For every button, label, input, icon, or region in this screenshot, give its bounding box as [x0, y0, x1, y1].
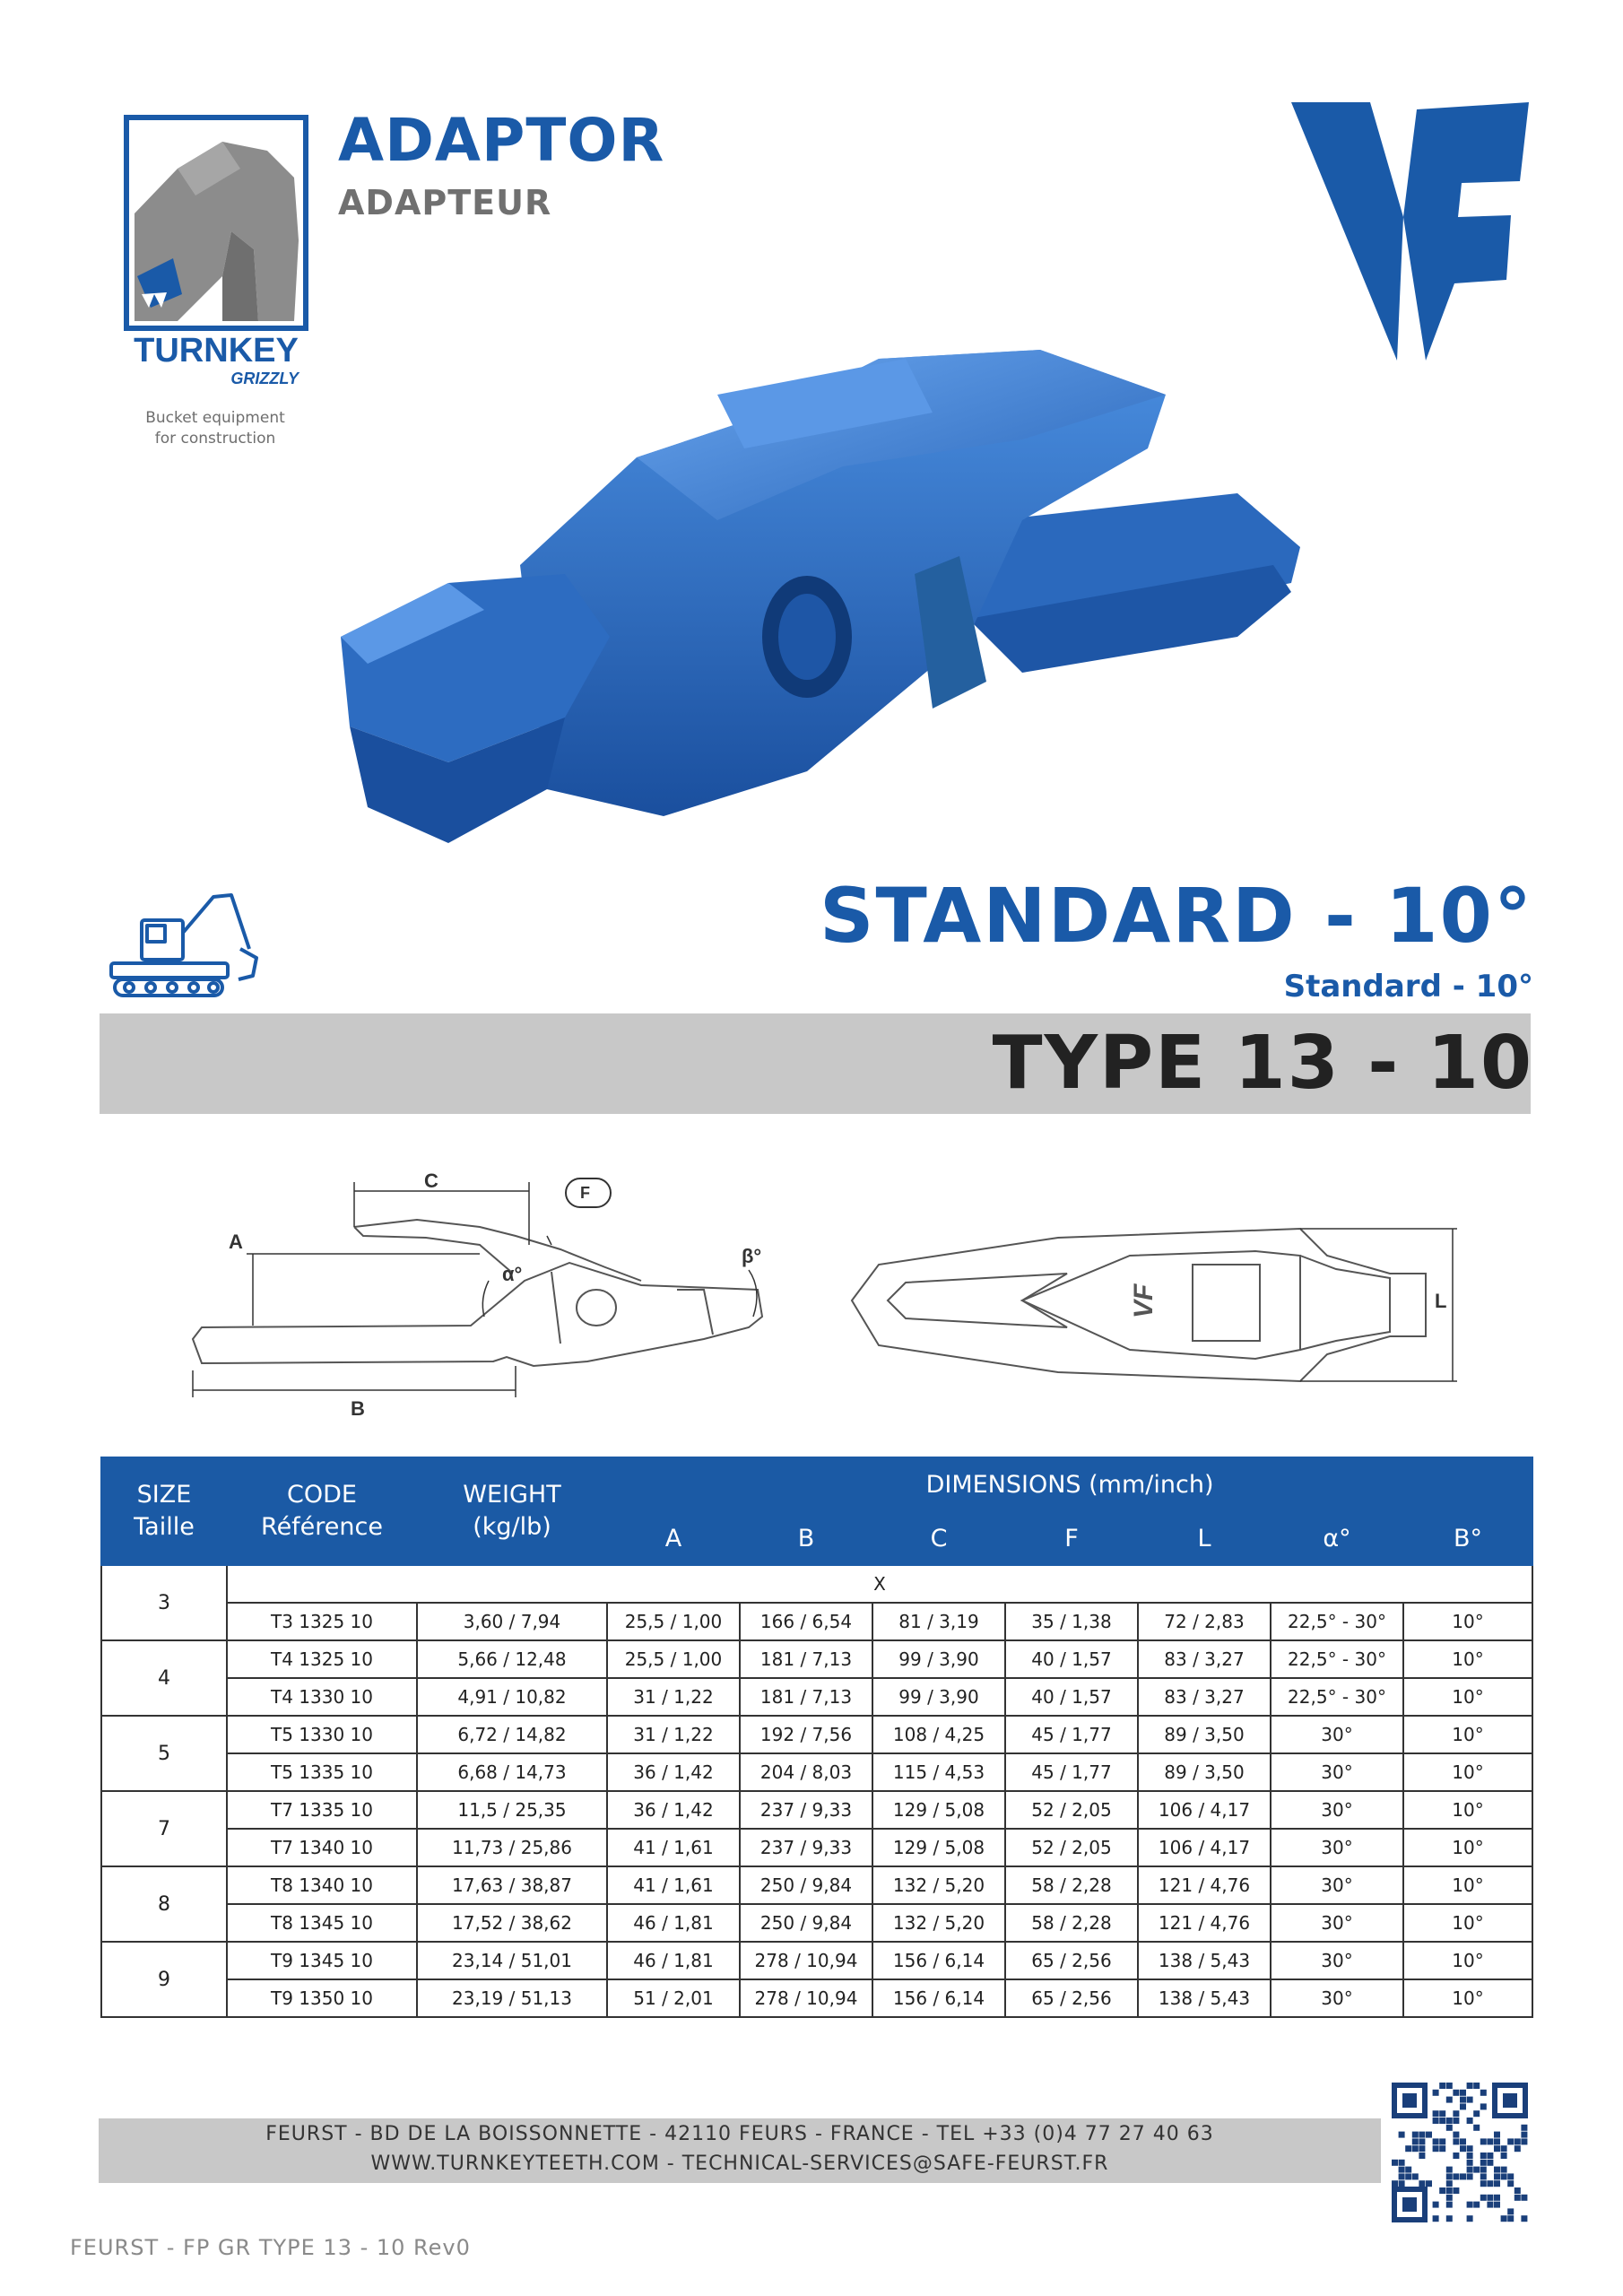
code-cell: T8 1340 10	[227, 1866, 417, 1904]
header-dim-0: A	[607, 1511, 740, 1565]
size-cell: 7	[101, 1791, 227, 1866]
value-cell: 156 / 6,14	[872, 1942, 1005, 1979]
value-cell: 10°	[1403, 1678, 1532, 1716]
dimension-label-l: L	[1435, 1290, 1447, 1312]
dimension-label-beta: β°	[742, 1245, 762, 1267]
value-cell: 237 / 9,33	[740, 1829, 872, 1866]
value-cell: 108 / 4,25	[872, 1716, 1005, 1753]
value-cell: 99 / 3,90	[872, 1678, 1005, 1716]
value-cell: 30°	[1271, 1904, 1403, 1942]
tagline-line-1: Bucket equipment	[145, 409, 285, 427]
svg-text:GRIZZLY: GRIZZLY	[230, 370, 299, 387]
header-dim-2: C	[872, 1511, 1005, 1565]
value-cell: 30°	[1271, 1829, 1403, 1866]
value-cell: 10°	[1403, 1942, 1532, 1979]
value-cell: 46 / 1,81	[607, 1904, 740, 1942]
value-cell: 41 / 1,61	[607, 1866, 740, 1904]
brand-tagline	[108, 408, 323, 449]
value-cell: 72 / 2,83	[1138, 1603, 1271, 1640]
size-cell: 8	[101, 1866, 227, 1942]
value-cell: 45 / 1,77	[1005, 1753, 1138, 1791]
value-cell: 10°	[1403, 1753, 1532, 1791]
table-row	[101, 1829, 1532, 1866]
value-cell: 65 / 2,56	[1005, 1942, 1138, 1979]
size-cell: 4	[101, 1640, 227, 1716]
header-size: SIZE Taille	[101, 1457, 227, 1565]
value-cell: 89 / 3,50	[1138, 1753, 1271, 1791]
value-cell: 4,91 / 10,82	[417, 1678, 607, 1716]
value-cell: 30°	[1271, 1866, 1403, 1904]
value-cell: 129 / 5,08	[872, 1829, 1005, 1866]
value-cell: 52 / 2,05	[1005, 1791, 1138, 1829]
value-cell: 10°	[1403, 1904, 1532, 1942]
header-code: CODE Référence	[227, 1457, 417, 1565]
value-cell: 41 / 1,61	[607, 1829, 740, 1866]
value-cell: 45 / 1,77	[1005, 1716, 1138, 1753]
type-title: TYPE 13 - 10	[992, 1021, 1533, 1106]
value-cell: 10°	[1403, 1603, 1532, 1640]
value-cell: 132 / 5,20	[872, 1866, 1005, 1904]
table-row	[101, 1866, 1532, 1904]
value-cell: 6,72 / 14,82	[417, 1716, 607, 1753]
feurst-vf-logo-icon	[1291, 100, 1533, 361]
turnkey-grizzly-logo	[124, 115, 308, 393]
code-cell: T8 1345 10	[227, 1904, 417, 1942]
code-cell: T4 1325 10	[227, 1640, 417, 1678]
value-cell: 22,5° - 30°	[1271, 1678, 1403, 1716]
product-image	[341, 341, 1318, 879]
value-cell: 30°	[1271, 1753, 1403, 1791]
dimension-label-b: B	[351, 1397, 365, 1415]
side-view-diagram	[175, 1155, 803, 1415]
value-cell: 138 / 5,43	[1138, 1942, 1271, 1979]
svg-text:TURNKEY: TURNKEY	[134, 332, 299, 370]
value-cell: 181 / 7,13	[740, 1678, 872, 1716]
value-cell: 156 / 6,14	[872, 1979, 1005, 2017]
value-cell: 5,66 / 12,48	[417, 1640, 607, 1678]
value-cell: 30°	[1271, 1716, 1403, 1753]
footer-web: WWW.TURNKEYTEETH.COM - TECHNICAL-SERVICES@SAFE-FEURST.FR	[370, 2152, 1109, 2175]
dimension-label-alpha: α°	[502, 1263, 523, 1285]
value-cell: 106 / 4,17	[1138, 1791, 1271, 1829]
page-title: ADAPTOR	[338, 106, 665, 175]
size-cell: 3	[101, 1565, 227, 1640]
value-cell: 10°	[1403, 1716, 1532, 1753]
value-cell: 192 / 7,56	[740, 1716, 872, 1753]
value-cell: 22,5° - 30°	[1271, 1640, 1403, 1678]
code-cell: T4 1330 10	[227, 1678, 417, 1716]
value-cell: 10°	[1403, 1829, 1532, 1866]
value-cell: 36 / 1,42	[607, 1791, 740, 1829]
value-cell: 11,5 / 25,35	[417, 1791, 607, 1829]
value-cell: 250 / 9,84	[740, 1866, 872, 1904]
dimension-label-c: C	[424, 1170, 438, 1192]
top-view-drawing	[834, 1202, 1462, 1408]
value-cell: 106 / 4,17	[1138, 1829, 1271, 1866]
vf-mark: VF	[1129, 1283, 1159, 1318]
table-row	[101, 1791, 1532, 1829]
value-cell: 99 / 3,90	[872, 1640, 1005, 1678]
value-cell: 11,73 / 25,86	[417, 1829, 607, 1866]
table-row	[101, 1716, 1532, 1753]
top-view-diagram	[834, 1202, 1462, 1408]
header-dim-4: L	[1138, 1511, 1271, 1565]
value-cell: 40 / 1,57	[1005, 1678, 1138, 1716]
code-cell: T9 1345 10	[227, 1942, 417, 1979]
value-cell: 6,68 / 14,73	[417, 1753, 607, 1791]
side-view-drawing	[175, 1155, 803, 1415]
value-cell: 129 / 5,08	[872, 1791, 1005, 1829]
tagline-line-2: for construction	[154, 430, 276, 448]
table-row	[101, 1565, 1532, 1603]
feurst-logo	[1291, 100, 1533, 361]
value-cell: 204 / 8,03	[740, 1753, 872, 1791]
table-row	[101, 1904, 1532, 1942]
table-row	[101, 1603, 1532, 1640]
value-cell: 23,14 / 51,01	[417, 1942, 607, 1979]
dimension-label-a: A	[229, 1231, 243, 1253]
value-cell: 10°	[1403, 1866, 1532, 1904]
value-cell: 35 / 1,38	[1005, 1603, 1138, 1640]
code-cell: T5 1335 10	[227, 1753, 417, 1791]
value-cell: 58 / 2,28	[1005, 1866, 1138, 1904]
value-cell: 40 / 1,57	[1005, 1640, 1138, 1678]
value-cell: 65 / 2,56	[1005, 1979, 1138, 2017]
header-dim-3: F	[1005, 1511, 1138, 1565]
value-cell: 46 / 1,81	[607, 1942, 740, 1979]
value-cell: 138 / 5,43	[1138, 1979, 1271, 2017]
value-cell: 181 / 7,13	[740, 1640, 872, 1678]
value-cell: 17,63 / 38,87	[417, 1866, 607, 1904]
value-cell: 17,52 / 38,62	[417, 1904, 607, 1942]
value-cell: 166 / 6,54	[740, 1603, 872, 1640]
value-cell: 250 / 9,84	[740, 1904, 872, 1942]
value-cell: 3,60 / 7,94	[417, 1603, 607, 1640]
code-cell: T3 1325 10	[227, 1603, 417, 1640]
size-cell: 5	[101, 1716, 227, 1791]
value-cell: 36 / 1,42	[607, 1753, 740, 1791]
page-subtitle: ADAPTEUR	[338, 183, 552, 222]
table-row	[101, 1678, 1532, 1716]
value-cell: 121 / 4,76	[1138, 1866, 1271, 1904]
table-row	[101, 1640, 1532, 1678]
document-reference: FEURST - FP GR TYPE 13 - 10 Rev0	[70, 2235, 471, 2260]
value-cell: 51 / 2,01	[607, 1979, 740, 2017]
code-cell: T5 1330 10	[227, 1716, 417, 1753]
table-row	[101, 1942, 1532, 1979]
value-cell: 10°	[1403, 1979, 1532, 2017]
range-title: STANDARD - 10°	[820, 872, 1533, 960]
table-row	[101, 1753, 1532, 1791]
header-dim-1: B	[740, 1511, 872, 1565]
value-cell: 115 / 4,53	[872, 1753, 1005, 1791]
code-cell: T7 1340 10	[227, 1829, 417, 1866]
header-weight: WEIGHT (kg/lb)	[417, 1457, 607, 1565]
value-cell: 278 / 10,94	[740, 1979, 872, 2017]
excavator-machine-icon	[106, 886, 260, 999]
table-row	[101, 1979, 1532, 2017]
value-cell: 237 / 9,33	[740, 1791, 872, 1829]
blue-adaptor-3d-render-icon	[341, 341, 1318, 879]
table-body	[101, 1565, 1532, 2017]
value-cell: 132 / 5,20	[872, 1904, 1005, 1942]
header-dimensions: DIMENSIONS (mm/inch)	[607, 1457, 1532, 1511]
range-subtitle: Standard - 10°	[1283, 969, 1533, 1004]
turnkey-grizzly-bear-logo-icon	[124, 115, 308, 393]
value-cell: 121 / 4,76	[1138, 1904, 1271, 1942]
code-cell: T9 1350 10	[227, 1979, 417, 2017]
footer-address: FEURST - BD DE LA BOISSONNETTE - 42110 FEURS - FRANCE - TEL +33 (0)4 77 27 40 63	[265, 2123, 1214, 2145]
value-cell: 10°	[1403, 1640, 1532, 1678]
value-cell: 25,5 / 1,00	[607, 1603, 740, 1640]
value-cell: 52 / 2,05	[1005, 1829, 1138, 1866]
header-dim-6: B°	[1403, 1511, 1532, 1565]
excavator-icon	[106, 886, 260, 999]
value-cell: 30°	[1271, 1791, 1403, 1829]
value-cell: 31 / 1,22	[607, 1678, 740, 1716]
qr-code-graphic	[1388, 2079, 1532, 2226]
code-cell: T7 1335 10	[227, 1791, 417, 1829]
value-cell: 23,19 / 51,13	[417, 1979, 607, 2017]
value-cell: 30°	[1271, 1979, 1403, 2017]
value-cell: 30°	[1271, 1942, 1403, 1979]
value-cell: 278 / 10,94	[740, 1942, 872, 1979]
header-dim-5: α°	[1271, 1511, 1403, 1565]
note-cell: X	[227, 1565, 1532, 1603]
value-cell: 89 / 3,50	[1138, 1716, 1271, 1753]
value-cell: 22,5° - 30°	[1271, 1603, 1403, 1640]
value-cell: 58 / 2,28	[1005, 1904, 1138, 1942]
value-cell: 83 / 3,27	[1138, 1678, 1271, 1716]
value-cell: 81 / 3,19	[872, 1603, 1005, 1640]
value-cell: 10°	[1403, 1791, 1532, 1829]
specification-table	[100, 1457, 1533, 2018]
value-cell: 25,5 / 1,00	[607, 1640, 740, 1678]
dimension-label-f: F	[580, 1184, 590, 1202]
value-cell: 83 / 3,27	[1138, 1640, 1271, 1678]
value-cell: 31 / 1,22	[607, 1716, 740, 1753]
size-cell: 9	[101, 1942, 227, 2017]
qr-code-icon	[1388, 2079, 1532, 2226]
